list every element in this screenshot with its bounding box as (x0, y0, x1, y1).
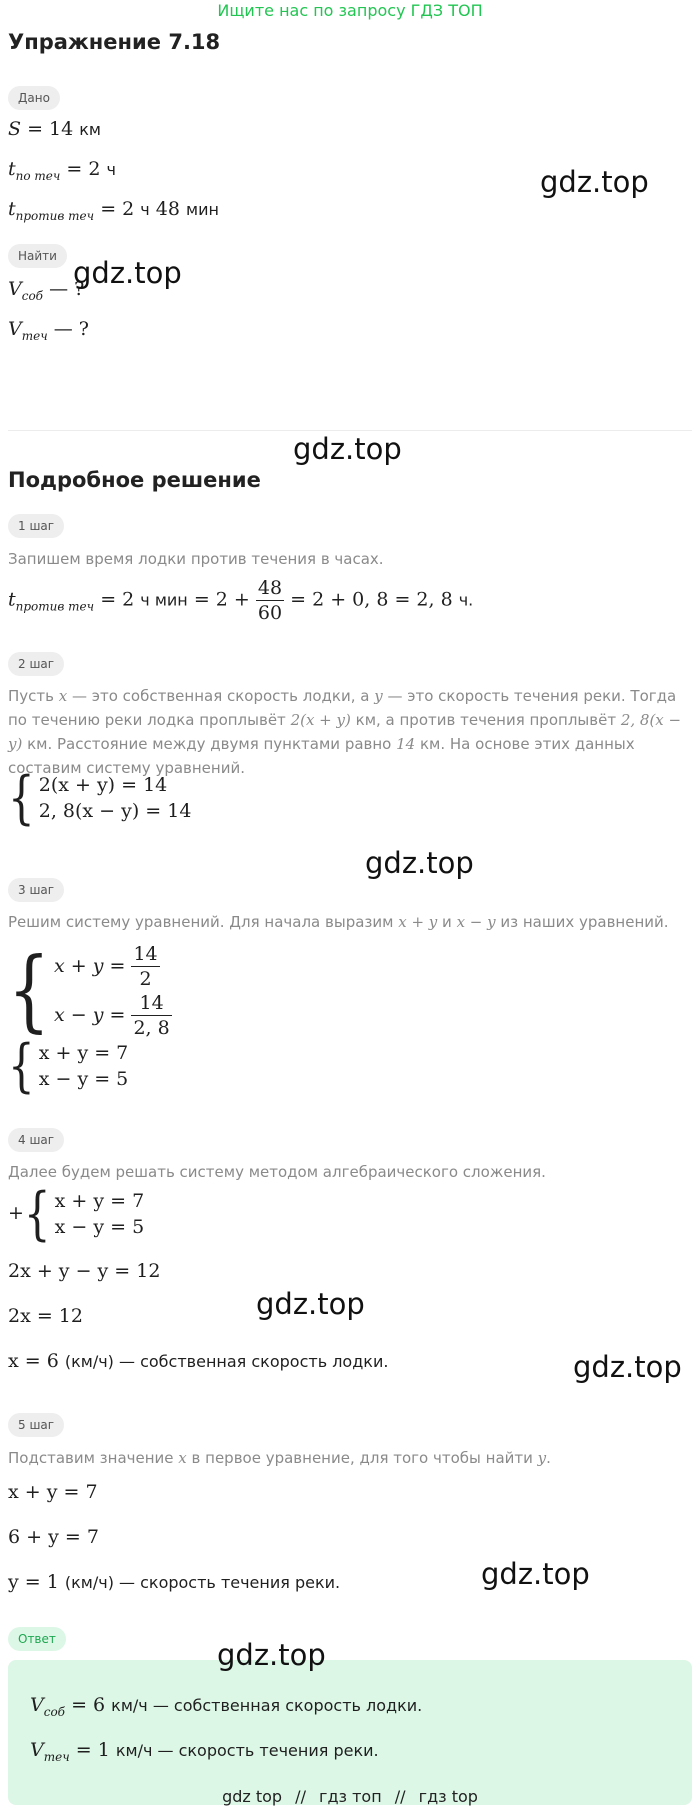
step4-result: x = 6 (км/ч) — собственная скорость лодки. (8, 1350, 389, 1372)
page-title: Упражнение 7.18 (8, 30, 221, 54)
answer-box (8, 1660, 692, 1805)
given-time-upstream: $t_{против теч} = 2$ ч 48 мин (8, 198, 219, 223)
watermark: gdz.top (217, 1638, 326, 1672)
watermark: gdz.top (256, 1287, 365, 1321)
step5-line1: x + y = 7 (8, 1481, 98, 1503)
watermark: gdz.top (73, 256, 182, 290)
answer-boat-speed: $V_{соб} = 6$ км/ч — собственная скорость лодки. (30, 1694, 423, 1719)
divider (8, 430, 692, 431)
step4-line2: 2x = 12 (8, 1305, 83, 1327)
step2-text: Пусть x — это собственная скорость лодки, а y — это скорость течения реки. Тогда по течению реки лодка проплывёт 2(x + y) км, а против течения проплывёт 2, 8(x − y) км. Расстояние между двумя пунктами равно 14 км. На основе этих данных составим систему уравнений. (8, 687, 682, 777)
find-boat-speed: $V_{соб}$ — ? (8, 278, 85, 303)
step5-result: y = 1 (км/ч) — скорость течения реки. (8, 1571, 341, 1593)
step1-badge: 1 шаг (8, 514, 64, 538)
step5-badge: 5 шаг (8, 1413, 64, 1437)
footer-links (0, 1787, 700, 1806)
footer-link-gdz-top-mixed[interactable]: гдз top (418, 1787, 478, 1806)
brace-icon: { (8, 938, 50, 1043)
footer-link-gdz-top[interactable]: gdz top (222, 1787, 283, 1806)
step4-line1: 2x + y − y = 12 (8, 1260, 161, 1282)
answer-current-speed: $V_{теч} = 1$ км/ч — скорость течения реки. (30, 1739, 379, 1764)
footer-separator: // (394, 1787, 406, 1806)
step1-formula: $t_{против теч} = 2$ ч мин = 2 + $\frac{48}{60}$ = 2 + 0, 8 = 2, 8 ч. (8, 577, 474, 624)
step5-line2: 6 + y = 7 (8, 1526, 99, 1548)
footer-separator: // (295, 1787, 306, 1806)
step2-badge: 2 шаг (8, 652, 64, 676)
watermark: gdz.top (540, 165, 649, 199)
step4-addition-system: +{ x + y = 7 x − y = 5 (8, 1180, 145, 1247)
brace-icon: { (8, 1032, 35, 1099)
step3-system-result: { x + y = 7 x − y = 5 (8, 1032, 129, 1099)
given-time-downstream: $t_{по теч} = 2$ ч (8, 158, 116, 183)
fraction: $\frac{48}{60}$ (257, 577, 283, 624)
step2-system: { 2(x + y) = 14 2, 8(x − y) = 14 (8, 764, 192, 831)
given-badge: Дано (8, 86, 60, 110)
watermark: gdz.top (573, 1350, 682, 1384)
step3-badge: 3 шаг (8, 878, 64, 902)
find-current-speed: $V_{теч}$ — ? (8, 318, 89, 343)
step3-text: Решим систему уравнений. Для начала выразим x + y и x − y из наших уравнений. (8, 913, 669, 931)
watermark: gdz.top (365, 846, 474, 880)
step5-text: Подставим значение x в первое уравнение, для того чтобы найти y. (8, 1449, 551, 1467)
step1-text: Запишем время лодки против течения в часах. (8, 550, 384, 568)
step4-text: Далее будем решать систему методом алгебраического сложения. (8, 1163, 546, 1181)
answer-badge: Ответ (8, 1627, 66, 1651)
watermark: gdz.top (293, 432, 402, 466)
brace-icon: { (23, 1180, 51, 1247)
step4-badge: 4 шаг (8, 1128, 64, 1152)
promo-banner[interactable]: Ищите нас по запросу ГДЗ ТОП (217, 1, 483, 20)
find-badge: Найти (8, 244, 67, 268)
watermark: gdz.top (481, 1557, 590, 1591)
given-distance: S = 14 км (8, 118, 101, 140)
solution-title: Подробное решение (8, 468, 261, 492)
footer-link-gdz-top-ru[interactable]: гдз топ (319, 1787, 382, 1806)
brace-icon: { (8, 764, 35, 831)
step3-system-fractions: { x + y = $\frac{14}{2}$ x − y = $\frac{14}{2, 8}$ (8, 938, 170, 1043)
